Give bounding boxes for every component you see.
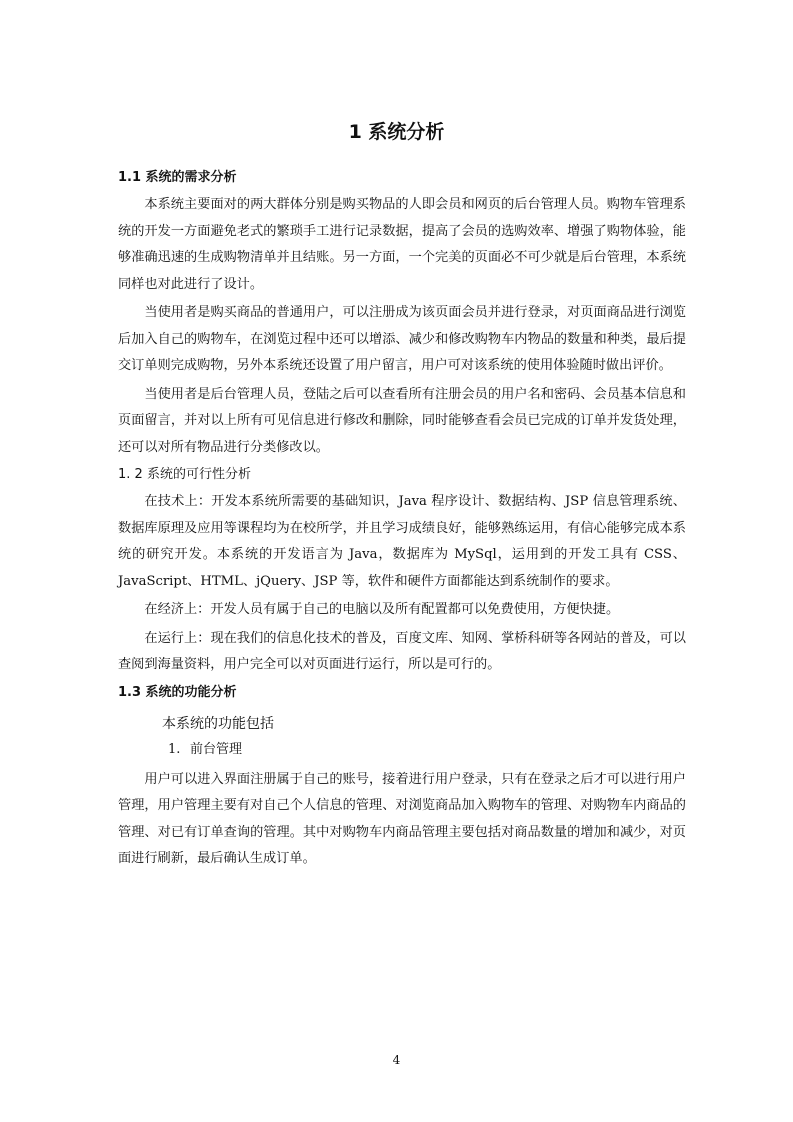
section-heading-functions: 1.3 系统的功能分析 [118,684,237,700]
paragraph: 当使用者是后台管理人员，登陆之后可以查看所有注册会员的用户名和密码、会员基本信息和页面留言，并对以上所有可见信息进行修改和删除，同时能够查看会员已完成的订单并发货处理，还可以对所有物品进行分类修改以。 [118,386,686,455]
paragraph: 在技术上：开发本系统所需要的基础知识，Java 程序设计、数据结构、JSP 信息管理系统、数据库原理及应用等课程均为在校所学，并且学习成绩良好，能够熟练运用，有信心能够完成本系统的研究开发。本系统的开发语言为 Java，数据库为 MySql，运用到的开发工具有 CSS、JavaScript、HTML、jQuery、JSP 等，软件和硬件方面都能达到系统制作的要求。 [118,494,686,589]
section-heading-feasibility: 1. 2 系统的可行性分析 [118,467,251,482]
list-item-number: 1. [168,741,181,757]
paragraph: 本系统主要面对的两大群体分别是购买物品的人即会员和网页的后台管理人员。购物车管理系统的开发一方面避免老式的繁琐手工进行记录数据，提高了会员的选购效率、增强了购物体验，能够准确迅速的生成购物清单并且结账。另一方面，一个完美的页面必不可少就是后台管理，本系统同样也对此进行了设计。 [118,197,686,292]
paragraph: 在经济上：开发人员有属于自己的电脑以及所有配置都可以免费使用，方便快捷。 [144,602,620,617]
section-requirements [118,166,686,461]
list-item [168,737,686,763]
chapter-title: 1 系统分析 [348,121,445,143]
list-item-label: 前台管理 [190,741,243,757]
page-number: 4 [392,1053,401,1067]
section-feasibility [118,463,686,679]
paragraph: 当使用者是购买商品的普通用户，可以注册成为该页面会员并进行登录，对页面商品进行浏览后加入自己的购物车，在浏览过程中还可以增添、减少和修改购物车内物品的数量和种类，最后提交订单则完成购物，另外本系统还设置了用户留言，用户可对该系统的使用体验随时做出评价。 [118,305,686,373]
page-content [118,166,686,875]
paragraph: 在运行上：现在我们的信息化技术的普及，百度文库、知网、掌桥科研等各网站的普及，可以查阅到海量资料，用户完全可以对页面进行运行，所以是可行的。 [118,630,686,672]
functions-intro: 本系统的功能包括 [162,715,274,732]
section-functions [118,681,686,873]
paragraph: 用户可以进入界面注册属于自己的账号，接着进行用户登录，只有在登录之后才可以进行用户管理，用户管理主要有对自己个人信息的管理、对浏览商品加入购物车的管理、对购物车内商品的管理、对已有订单查询的管理。其中对购物车内商品管理主要包括对商品数量的增加和减少，对页面进行刷新，最后确认生成订单。 [118,771,686,866]
section-heading-requirements: 1.1 系统的需求分析 [118,170,237,185]
